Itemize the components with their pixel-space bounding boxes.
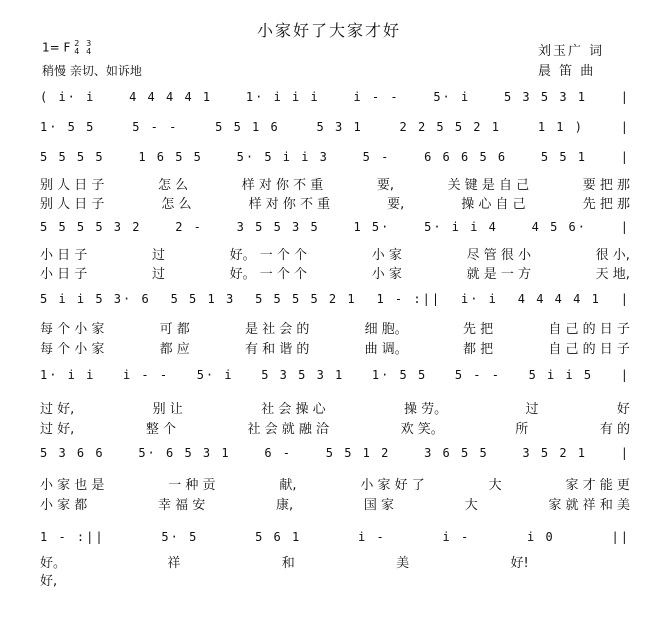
lyric-phrase: 自 己 的 日 子 — [548, 322, 630, 337]
lyric-phrase: 好。 一 个 个 — [229, 267, 308, 282]
lyric-phrase: 过 好, — [40, 402, 75, 417]
lyric-phrase: 小 家 也 是 — [40, 478, 105, 493]
lyric-phrase: 怎 么 — [158, 178, 189, 193]
measure: ( i· i — [40, 90, 96, 104]
measure: 5 5 5 5 — [40, 150, 105, 164]
lyric-line-7-verse-2 — [40, 494, 630, 513]
lyric-phrase: 过 — [151, 248, 165, 263]
lyric-phrase: 要, — [387, 197, 405, 212]
notation-line-4 — [40, 220, 630, 234]
lyric-phrase: 欢 笑。 — [400, 422, 444, 437]
lyric-phrase: 都 把 — [463, 342, 494, 357]
measure: 5 5 5 5 3 2 — [40, 220, 142, 234]
lyric-line-3-verse-1 — [40, 174, 630, 193]
lyric-phrase: 样 对 你 不 重 — [241, 178, 324, 193]
time-sig-2-bottom: 4 — [86, 47, 92, 56]
lyric-phrase: 祥 — [167, 556, 181, 571]
lyric-phrase: 好。 一 个 个 — [229, 248, 308, 263]
lyric-phrase: 每 个 小 家 — [40, 342, 105, 357]
notation-line-7 — [40, 446, 630, 460]
lyric-line-8-verse-1 — [40, 552, 630, 571]
lyric-phrase: 有 的 — [599, 422, 630, 437]
measure: 5 i i 5 — [528, 368, 594, 382]
notation-line-3 — [40, 150, 630, 164]
measure: 5· 6 5 3 1 — [138, 446, 231, 460]
lyric-phrase: 曲 调。 — [364, 342, 408, 357]
lyric-phrase: 要, — [376, 178, 394, 193]
measure: 4 4 4 4 1 — [517, 292, 601, 306]
lyric-phrase: 自 己 的 日 子 — [548, 342, 630, 357]
measure: 5· 5 i i 3 — [236, 150, 329, 164]
lyric-phrase: 样 对 你 不 重 — [248, 197, 331, 212]
measure: 5 5 5 5 2 1 — [255, 292, 357, 306]
lyric-phrase: 尽 管 很 小 — [466, 248, 531, 263]
lyric-phrase: 关 键 是 自 己 — [447, 178, 530, 193]
measure: 5 - - — [454, 368, 501, 382]
measure: 6 6 6 5 6 — [424, 150, 508, 164]
measure: 4 4 4 4 1 — [129, 90, 213, 104]
measure: 6 - — [264, 446, 293, 460]
lyric-phrase: 所 — [515, 422, 529, 437]
measure: 1 - :|| — [40, 530, 105, 544]
lyric-phrase: 很 小, — [595, 248, 630, 263]
time-sig-2-top: 3 — [86, 39, 92, 48]
lyric-phrase: 有 和 谐 的 — [245, 342, 310, 357]
measure: i· i — [460, 292, 498, 306]
lyric-phrase: 小 家 — [371, 248, 402, 263]
measure: 5 3 6 6 — [40, 446, 105, 460]
barline: | — [620, 368, 630, 382]
measure: 1 - :|| — [376, 292, 442, 306]
lyric-phrase: 好 — [616, 402, 630, 417]
lyric-line-5-verse-1 — [40, 318, 630, 337]
barline: | — [620, 292, 630, 306]
measure: 5 5 1 6 — [215, 120, 280, 134]
lyric-phrase: 天 地, — [595, 267, 630, 282]
lyric-line-8-verse-2 — [40, 570, 630, 589]
measure: i - — [442, 530, 471, 544]
lyric-line-6-verse-2 — [40, 418, 630, 437]
lyric-line-4-verse-2 — [40, 263, 630, 282]
measure: 1· 5 5 — [371, 368, 428, 382]
lyric-phrase: 都 应 — [159, 342, 190, 357]
measure: 5 3 5 3 1 — [503, 90, 587, 104]
lyric-phrase: 献, — [279, 478, 297, 493]
lyric-phrase: 别 人 日 子 — [40, 178, 105, 193]
composer-credit: 晨 笛 曲 — [538, 64, 596, 79]
time-sig-1-top: 2 — [74, 39, 80, 48]
notation-line-6 — [40, 368, 630, 382]
measure: 1· i i — [40, 368, 96, 382]
lyric-line-3-verse-2 — [40, 193, 630, 212]
notation-line-8 — [40, 530, 630, 544]
lyric-phrase: 过 — [525, 402, 539, 417]
lyric-line-7-verse-1 — [40, 474, 630, 493]
key-signature-line — [42, 40, 94, 56]
measure: 2 - — [175, 220, 203, 234]
lyric-phrase: 家 就 祥 和 美 — [548, 498, 630, 513]
measure: 5· i i 4 — [424, 220, 498, 234]
measure: 1 5· — [353, 220, 391, 234]
measure: 3 5 2 1 — [522, 446, 587, 460]
measure: 3 5 5 3 5 — [236, 220, 320, 234]
measure: 5 5 1 3 — [170, 292, 236, 306]
lyric-phrase: 操 心 自 己 — [461, 197, 526, 212]
lyric-phrase: 幸 福 安 — [157, 498, 206, 513]
lyric-phrase: 可 都 — [159, 322, 190, 337]
measure: 5 3 1 — [316, 120, 363, 134]
measure: 3 6 5 5 — [424, 446, 489, 460]
time-signature-1 — [74, 40, 79, 56]
measure: 5 5 1 — [540, 150, 587, 164]
lyric-phrase: 小 日 子 — [40, 267, 88, 282]
measure: 5 - — [362, 150, 391, 164]
lyric-phrase: 先 把 那 — [582, 197, 630, 212]
lyric-phrase: 社 会 就 融 洽 — [247, 422, 330, 437]
measure: 5 6 1 — [255, 530, 302, 544]
lyric-line-6-verse-1 — [40, 398, 630, 417]
time-signature-2 — [86, 40, 91, 56]
time-sig-1-bottom: 4 — [74, 47, 80, 56]
lyric-phrase: 大 — [488, 478, 502, 493]
barline: | — [620, 220, 630, 234]
lyric-phrase: 家 才 能 更 — [565, 478, 630, 493]
lyric-phrase: 小 家 都 — [40, 498, 88, 513]
barline: | — [620, 90, 630, 104]
song-title: 小家好了大家才好 — [256, 21, 401, 40]
lyric-phrase: 大 — [464, 498, 478, 513]
measure: 1· 5 5 — [40, 120, 96, 134]
measure: 5· i — [196, 368, 234, 382]
measure: 5 - - — [132, 120, 179, 134]
measure: 1 6 5 5 — [138, 150, 203, 164]
lyric-phrase: 要 把 那 — [582, 178, 630, 193]
measure: 5· 5 — [161, 530, 199, 544]
lyric-phrase: 就 是 一 方 — [466, 267, 531, 282]
measure: 5 3 5 3 1 — [261, 368, 345, 382]
tempo-marking: 稍慢 亲切、如诉地 — [42, 64, 142, 78]
notation-line-2 — [40, 120, 630, 134]
lyric-phrase: 过 — [151, 267, 165, 282]
lyric-phrase: 小 家 好 了 — [360, 478, 425, 493]
lyric-phrase: 好, — [40, 574, 58, 589]
lyric-phrase: 别 人 日 子 — [40, 197, 105, 212]
barline: | — [620, 150, 630, 164]
lyricist-credit: 刘玉广 词 — [538, 44, 605, 59]
lyric-phrase: 好。 — [40, 556, 67, 571]
measure: 4 5 6· — [531, 220, 588, 234]
lyric-phrase: 每 个 小 家 — [40, 322, 105, 337]
lyric-phrase: 过 好, — [40, 422, 75, 437]
lyric-phrase: 一 种 贡 — [168, 478, 216, 493]
lyric-phrase: 先 把 — [463, 322, 494, 337]
lyric-phrase: 是 社 会 的 — [245, 322, 310, 337]
lyric-phrase: 康, — [275, 498, 294, 513]
lyric-phrase: 小 日 子 — [40, 248, 88, 263]
measure: 2 2 5 5 2 1 — [399, 120, 501, 134]
barline: | — [620, 120, 630, 134]
measure: i - - — [353, 90, 400, 104]
lyric-line-4-verse-1 — [40, 244, 630, 263]
lyric-phrase: 好! — [510, 556, 529, 571]
lyric-phrase: 细 胞。 — [364, 322, 408, 337]
lyric-phrase: 操 劳。 — [403, 402, 448, 417]
barline: | — [620, 446, 630, 460]
measure: 1· i i i — [245, 90, 320, 104]
measure: i - - — [122, 368, 170, 382]
key-signature: 1= F — [42, 40, 71, 55]
lyric-phrase: 和 — [281, 556, 295, 571]
lyric-phrase: 别 让 — [152, 402, 183, 417]
measure: 5 5 1 2 — [325, 446, 391, 460]
lyric-phrase: 国 家 — [363, 498, 394, 513]
lyric-phrase: 整 个 — [145, 422, 176, 437]
lyric-phrase: 社 会 操 心 — [261, 402, 326, 417]
lyric-line-5-verse-2 — [40, 338, 630, 357]
measure: 5· i — [433, 90, 471, 104]
notation-line-1 — [40, 90, 630, 104]
lyric-phrase: 怎 么 — [161, 197, 192, 212]
measure: i - — [358, 530, 386, 544]
lyric-phrase: 美 — [396, 556, 410, 571]
measure: i 0 — [527, 530, 555, 544]
lyric-phrase: 小 家 — [371, 267, 402, 282]
measure: 1 1 ) — [537, 120, 584, 134]
measure: 5 i i 5 3· 6 — [40, 292, 151, 306]
notation-line-5 — [40, 292, 630, 306]
barline: || — [611, 530, 630, 544]
